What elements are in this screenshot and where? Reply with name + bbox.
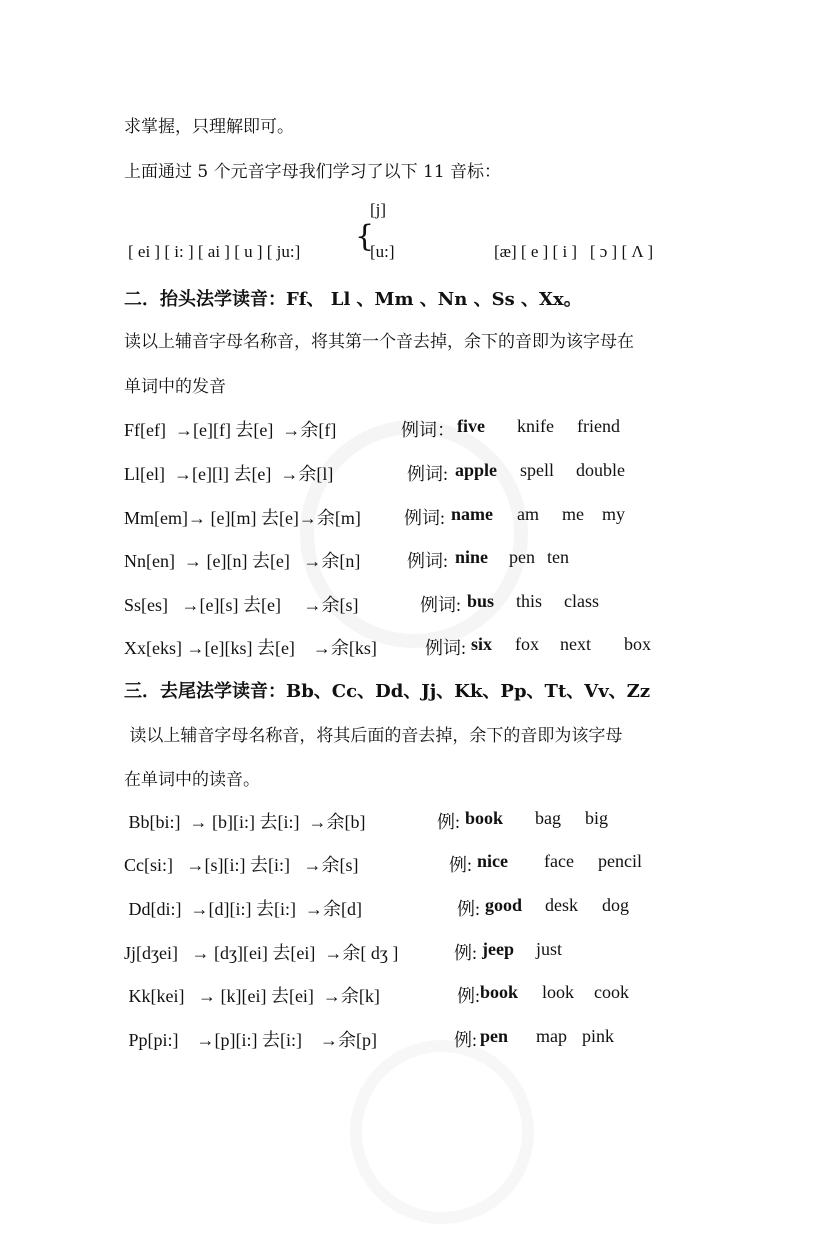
rule-text: Dd[di:] →[d][i:] 去[i:] →余[d]	[124, 899, 362, 919]
example-word-bold: bus	[467, 591, 495, 611]
example-label: 例:	[454, 1030, 478, 1050]
section3-heading: 三．去尾法学读音：Bb、Cc、Dd、Jj、Kk、Pp、Tt、Vv、Zz	[124, 681, 651, 702]
rule-text: Ss[es] →[e][s] 去[e] →余[s]	[124, 595, 359, 615]
example-word: knife	[517, 416, 554, 436]
example-word: spell	[520, 460, 554, 480]
rule-text: Kk[kei] → [k][ei] 去[ei] →余[k]	[124, 986, 380, 1006]
example-label: 例:	[449, 855, 473, 875]
example-word-bold: good	[485, 895, 523, 915]
example-word: dog	[602, 895, 629, 915]
example-label: 例:	[454, 943, 478, 963]
example-word-bold: six	[471, 634, 493, 654]
example-word: cook	[594, 982, 629, 1002]
example-word-bold: book	[480, 982, 519, 1002]
ipa-right-group: [æ] [ e ] [ i ] [ ɔ ] [ Λ ]	[494, 242, 654, 261]
example-word: me	[562, 504, 584, 524]
example-word: my	[602, 504, 626, 524]
example-label: 例词:	[404, 508, 446, 528]
section3-desc-2: 在单词中的读音。	[124, 770, 260, 790]
section2-desc-2: 单词中的发音	[124, 377, 226, 397]
example-word-bold: name	[451, 504, 493, 524]
example-word: friend	[577, 416, 620, 436]
example-word-bold: nice	[477, 851, 508, 871]
example-word: next	[560, 634, 591, 654]
section2-heading: 二．抬头法学读音：Ff、 Ll 、Mm 、Nn 、Ss 、Xx。	[124, 289, 582, 310]
example-label: 例:	[457, 899, 481, 919]
rule-text: Ll[el] →[e][l] 去[e] →余[l]	[124, 464, 334, 484]
example-word: pen	[509, 547, 535, 567]
example-label: 例词:	[407, 464, 449, 484]
example-label: 例:	[457, 986, 481, 1006]
example-word: look	[542, 982, 575, 1002]
rule-text: Pp[pi:] →[p][i:] 去[i:] →余[p]	[124, 1030, 377, 1050]
example-label: 例:	[437, 812, 461, 832]
example-label: 例词:	[407, 551, 449, 571]
section3-desc-1: 读以上辅音字母名称音，将其后面的音去掉，余下的音即为该字母	[124, 726, 623, 746]
ipa-left-group: [ ei ] [ i: ] [ ai ] [ u ] [ ju:]	[128, 242, 301, 261]
ipa-j: [j]	[370, 200, 387, 219]
section2-desc-1: 读以上辅音字母名称音，将其第一个音去掉，余下的音即为该字母在	[124, 332, 634, 352]
example-label: 例词:	[420, 595, 462, 615]
intro-line-1: 求掌握，只理解即可。	[124, 117, 294, 137]
intro-line-2: 上面通过 5 个元音字母我们学习了以下 11 音标：	[124, 162, 502, 182]
example-word: box	[624, 634, 651, 654]
rule-text: Ff[ef] →[e][f] 去[e] →余[f]	[124, 420, 337, 440]
example-word-bold: apple	[455, 460, 498, 480]
example-word: just	[536, 939, 563, 959]
brace-icon: {	[355, 219, 375, 254]
example-label: 例词:	[425, 638, 467, 658]
example-word-bold: nine	[455, 547, 489, 567]
rule-text: Nn[en] → [e][n] 去[e] →余[n]	[124, 551, 361, 571]
example-word-bold: five	[457, 416, 485, 436]
rule-text: Jj[dʒei] → [dʒ][ei] 去[ei] →余[ dʒ ]	[124, 943, 399, 963]
example-word-bold: jeep	[482, 939, 514, 959]
example-word: bag	[535, 808, 561, 828]
ipa-u-long: [u:]	[370, 242, 395, 261]
rule-text: Cc[si:] →[s][i:] 去[i:] →余[s]	[124, 855, 359, 875]
example-word: double	[576, 460, 625, 480]
example-word: this	[516, 591, 543, 611]
example-word: face	[544, 851, 574, 871]
rule-text: Xx[eks] →[e][ks] 去[e] →余[ks]	[124, 638, 377, 658]
rule-text: Mm[em]→ [e][m] 去[e]→余[m]	[124, 508, 361, 528]
example-label: 例词：	[401, 420, 455, 440]
rule-text: Bb[bi:] → [b][i:] 去[i:] →余[b]	[124, 812, 366, 832]
example-word: fox	[515, 634, 539, 654]
example-word: am	[517, 504, 539, 524]
example-word-bold: pen	[480, 1026, 509, 1046]
example-word: big	[585, 808, 609, 828]
example-word: class	[564, 591, 599, 611]
example-word-bold: book	[465, 808, 504, 828]
example-word: pencil	[598, 851, 642, 871]
example-word: pink	[582, 1026, 615, 1046]
example-word: ten	[547, 547, 569, 567]
example-word: desk	[545, 895, 578, 915]
example-word: map	[536, 1026, 567, 1046]
